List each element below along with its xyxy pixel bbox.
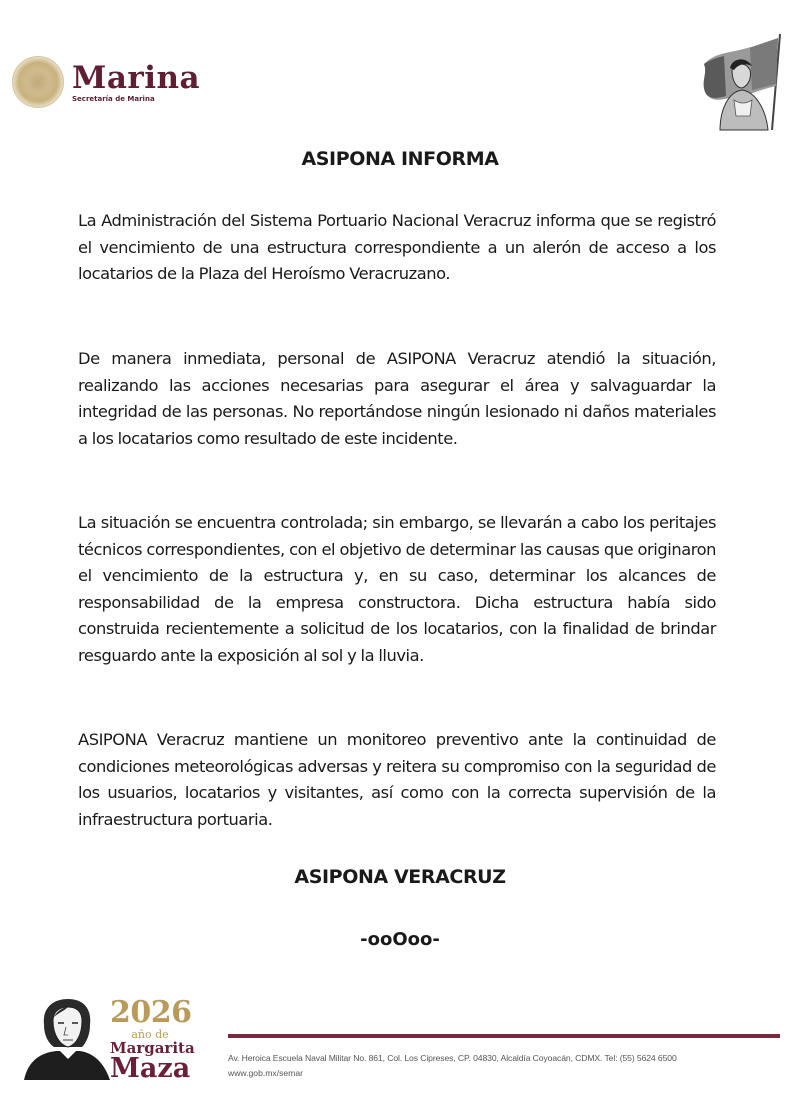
paragraph-3: La situación se encuentra controlada; sin embargo, se llevarán a cabo los peritajes técnicos correspondientes, con el objetivo de determinar las causas que originaron el vencimiento de la estructura y, en su caso, determinar los alcances de responsabilidad de la empresa constructora. Dicha estructura había sido construida recientemente a solicitud de los locatarios, con la finalidad de brindar resguardo ante la exposición al sol y la lluvia. <box>78 513 716 665</box>
national-seal-icon <box>12 56 64 108</box>
footer-divider <box>228 1034 780 1038</box>
footer-url[interactable]: www.gob.mx/semar <box>228 1068 303 1078</box>
margarita-maza-portrait-icon <box>20 995 115 1080</box>
brand-name: Marina <box>72 59 201 96</box>
paragraph-4: ASIPONA Veracruz mantiene un monitoreo preventivo ante la continuidad de condiciones meteorológicas adversas y reitera su compromiso con la seguridad de los usuarios, locatarios y visitantes, así como con la correcta supervisión de la infraestructura portuaria. <box>78 730 716 829</box>
brand-subtitle: Secretaría de Marina <box>72 94 155 103</box>
footer-address: Av. Heroica Escuela Naval Militar No. 861, Col. Los Cipreses, CP. 04830, Alcaldía Coyoacán, CDMX. Tel: (55) 5624 6500 <box>228 1053 677 1063</box>
brand-block <box>72 59 201 103</box>
heroine-flag-illustration-icon <box>690 30 790 132</box>
year-subtitle: año de <box>131 1028 169 1041</box>
document-title: ASIPONA INFORMA <box>301 148 499 170</box>
marina-logo <box>12 56 200 108</box>
year: 2026 <box>110 995 192 1030</box>
year-commemoration <box>110 995 195 1084</box>
year-name-first: Margarita <box>110 1039 195 1057</box>
end-mark: -ooOoo- <box>360 929 440 950</box>
year-name-last: Maza <box>110 1053 191 1084</box>
paragraph-2: De manera inmediata, personal de ASIPONA Veracruz atendió la situación, realizando las acciones necesarias para asegurar el área y salvaguardar la integridad de las personas. No reportándose ningún lesionado ni daños materiales a los locatarios como resultado de este incidente. <box>78 349 716 448</box>
paragraph-1: La Administración del Sistema Portuario Nacional Veracruz informa que se registró el vencimiento de una estructura correspondiente a un alerón de acceso a los locatarios de la Plaza del Heroísmo Veracruzano. <box>78 211 716 283</box>
signature: ASIPONA VERACRUZ <box>294 866 506 888</box>
